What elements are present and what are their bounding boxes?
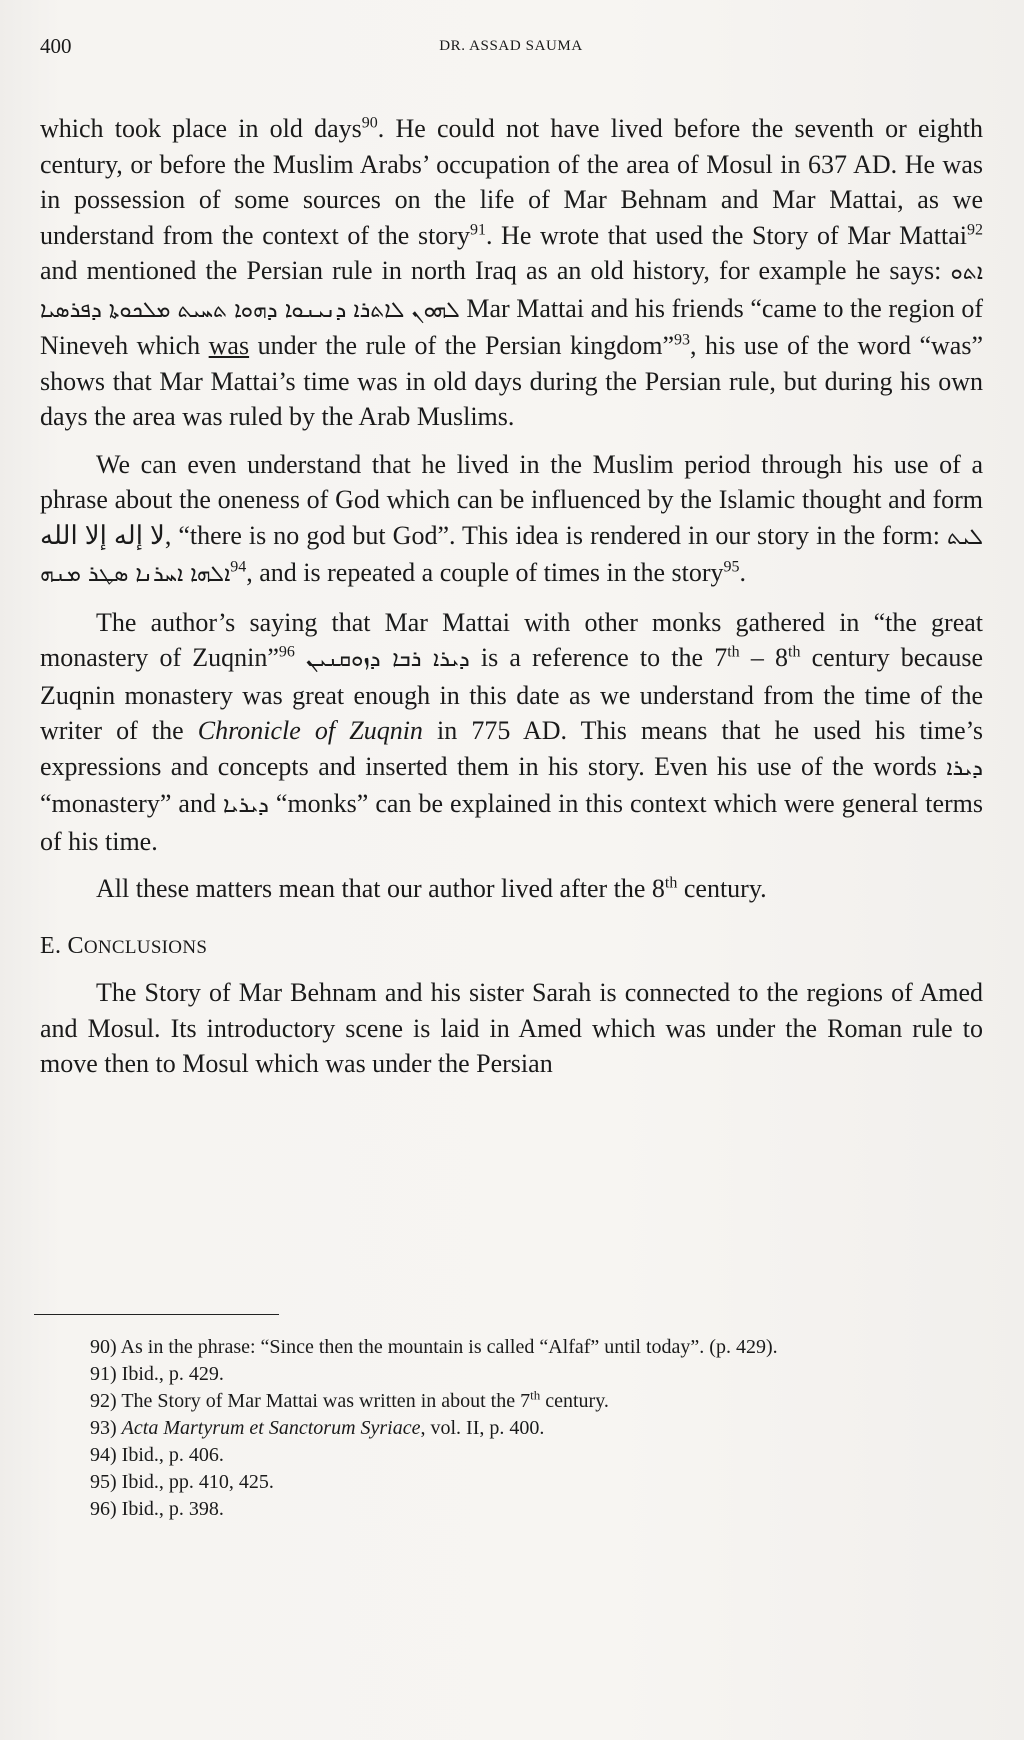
superscript-th: th [530, 1387, 541, 1403]
footnote-number: 91) [90, 1363, 117, 1385]
footnote-number: 94) [90, 1444, 117, 1466]
text-span: . [739, 558, 746, 587]
footnote-94 [90, 1442, 970, 1469]
text-span: and mentioned the Persian rule in north Iraq as an old history, for example he says: [40, 256, 951, 285]
footnote-ref-90: 90 [361, 114, 378, 132]
footnote-ref-92: 92 [967, 220, 983, 238]
footnote-ref-94: 94 [230, 558, 247, 576]
syriac-phrase: ܕܝܪܐ ܪܒܐ ܕܙܘܩܢܝܢ [306, 647, 470, 672]
footnote-ref-93: 93 [674, 331, 691, 349]
footnote-number: 93) [90, 1417, 117, 1439]
syriac-word-monastery: ܕܝܪܐ [946, 755, 983, 781]
text-span: century because Zuqnin monastery was great enough in this date as we understand from the time of the writer of the [40, 643, 984, 745]
paragraph-2 [40, 447, 983, 593]
footnote-text: , vol. II, p. 400. [420, 1417, 545, 1439]
footnote-96 [90, 1496, 970, 1523]
superscript-th: th [788, 643, 801, 661]
syriac-word-monks: ܕܝܪܝܐ [223, 793, 269, 818]
main-text [40, 111, 983, 1082]
section-heading [40, 929, 983, 966]
footnote-text: century. [540, 1390, 609, 1412]
text-span: We can even understand that he lived in the Muslim period through his use of a phrase about the oneness of God which can be influenced by the Islamic thought and form [40, 449, 983, 514]
footnote-92 [90, 1388, 970, 1415]
footnote-italic-title: Acta Martyrum et Sanctorum Syriace [121, 1417, 421, 1439]
footnote-90 [90, 1334, 970, 1361]
text-span: , “there is no god but God”. This idea is rendered in our story in the form: [164, 520, 947, 550]
footnote-ref-96: 96 [278, 643, 295, 661]
footnote-number: 90) [90, 1336, 117, 1358]
text-span: in 775 AD. This means that he used his time’s expressions and concepts and inserted them in his story. Even his use of the words [40, 716, 983, 781]
text-span: All these matters mean that our author lived after the 8 [96, 874, 665, 903]
footnote-ref-91: 91 [469, 220, 486, 238]
chronicle-title: Chronicle of Zuqnin [197, 716, 423, 745]
text-span: , his use of the word “was” shows that Mar Mattai’s time was in old days during the Persian rule, but during his own days the area was ruled by the Arab Muslims. [40, 331, 983, 431]
paragraph-4 [40, 871, 983, 907]
text-span: . He wrote that used the Story of Mar Mattai [485, 220, 967, 250]
heading-smallcaps: ONCLUSIONS [83, 936, 208, 958]
underlined-word: was [208, 331, 250, 360]
footnote-93 [90, 1415, 970, 1442]
footnote-number: 95) [90, 1471, 117, 1493]
text-span: “monks” can be explained in this context which were general terms of his time. [40, 789, 983, 856]
footnote-number: 96) [90, 1498, 117, 1520]
text-span: – 8 [739, 643, 788, 672]
text-span: . He could not have lived before the seventh or eighth century, or before the Muslim Arabs’ occupation of the area of Mosul in 637 AD. He was in possession of some sources on the life of Mar Behnam and Mar Mattai, as we understand from the context of the story [40, 114, 983, 250]
footnote-number: 92) [90, 1390, 117, 1412]
page-header [40, 34, 982, 64]
footnote-text: The Story of Mar Mattai was written in about the 7 [121, 1390, 531, 1412]
footnote-text: Ibid., p. 406. [121, 1444, 224, 1466]
paragraph-3 [40, 605, 983, 860]
footnote-ref-95: 95 [723, 558, 740, 576]
running-head: DR. ASSAD SAUMA [439, 38, 583, 54]
text-span: under the rule of the Persian kingdom” [249, 331, 675, 360]
text-span: which took place in old days [40, 114, 362, 143]
page-number: 400 [40, 34, 72, 58]
footnotes [90, 1334, 970, 1523]
footnote-text: Ibid., p. 398. [121, 1498, 224, 1520]
text-span: The author’s saying that Mar Mattai with other monks gathered in “the great monastery of Zuqnin” [40, 607, 983, 672]
footnote-95 [90, 1469, 970, 1496]
footnote-91 [90, 1361, 970, 1388]
arabic-phrase: لا إله إلا الله [40, 520, 165, 550]
footnote-divider [34, 1314, 279, 1315]
paragraph-1 [40, 111, 983, 435]
paragraph-5: The Story of Mar Behnam and his sister Sarah is connected to the regions of Amed and Mosul. Its introductory scene is laid in Amed which was under the Roman rule to move then to Mosul which was under the Persian [40, 978, 983, 1078]
heading-letter: E. C [40, 932, 84, 959]
text-span: , and is repeated a couple of times in the story [246, 558, 724, 587]
footnote-text: Ibid., pp. 410, 425. [121, 1471, 274, 1493]
text-span: “monastery” and [40, 789, 223, 818]
syriac-quote: ܐܬܘ ܠܗܘܢ ܠܐܬܪܐ ܕܢܝܢܘܐ ܕܗܘܐ ܬܚܝܬ ܡܠܟܘܬܐ ܕܦܪܣܝܐ [40, 260, 983, 323]
footnote-text: Ibid., p. 429. [121, 1363, 224, 1385]
text-span: century. [677, 874, 767, 903]
footnote-text: As in the phrase: “Since then the mountain is called “Alfaf” until today”. (p. 429). [120, 1336, 778, 1358]
text-span: is a reference to the 7 [469, 643, 728, 672]
superscript-th: th [727, 643, 740, 661]
superscript-th: th [664, 874, 678, 892]
text-span: Mar Mattai and his friends “came to the region of Nineveh which [40, 293, 983, 360]
syriac-phrase: ܠܝܬ ܐܠܗܐ ܐܚܪܢܐ ܣܛܪ ܡܢܗ [40, 524, 983, 587]
